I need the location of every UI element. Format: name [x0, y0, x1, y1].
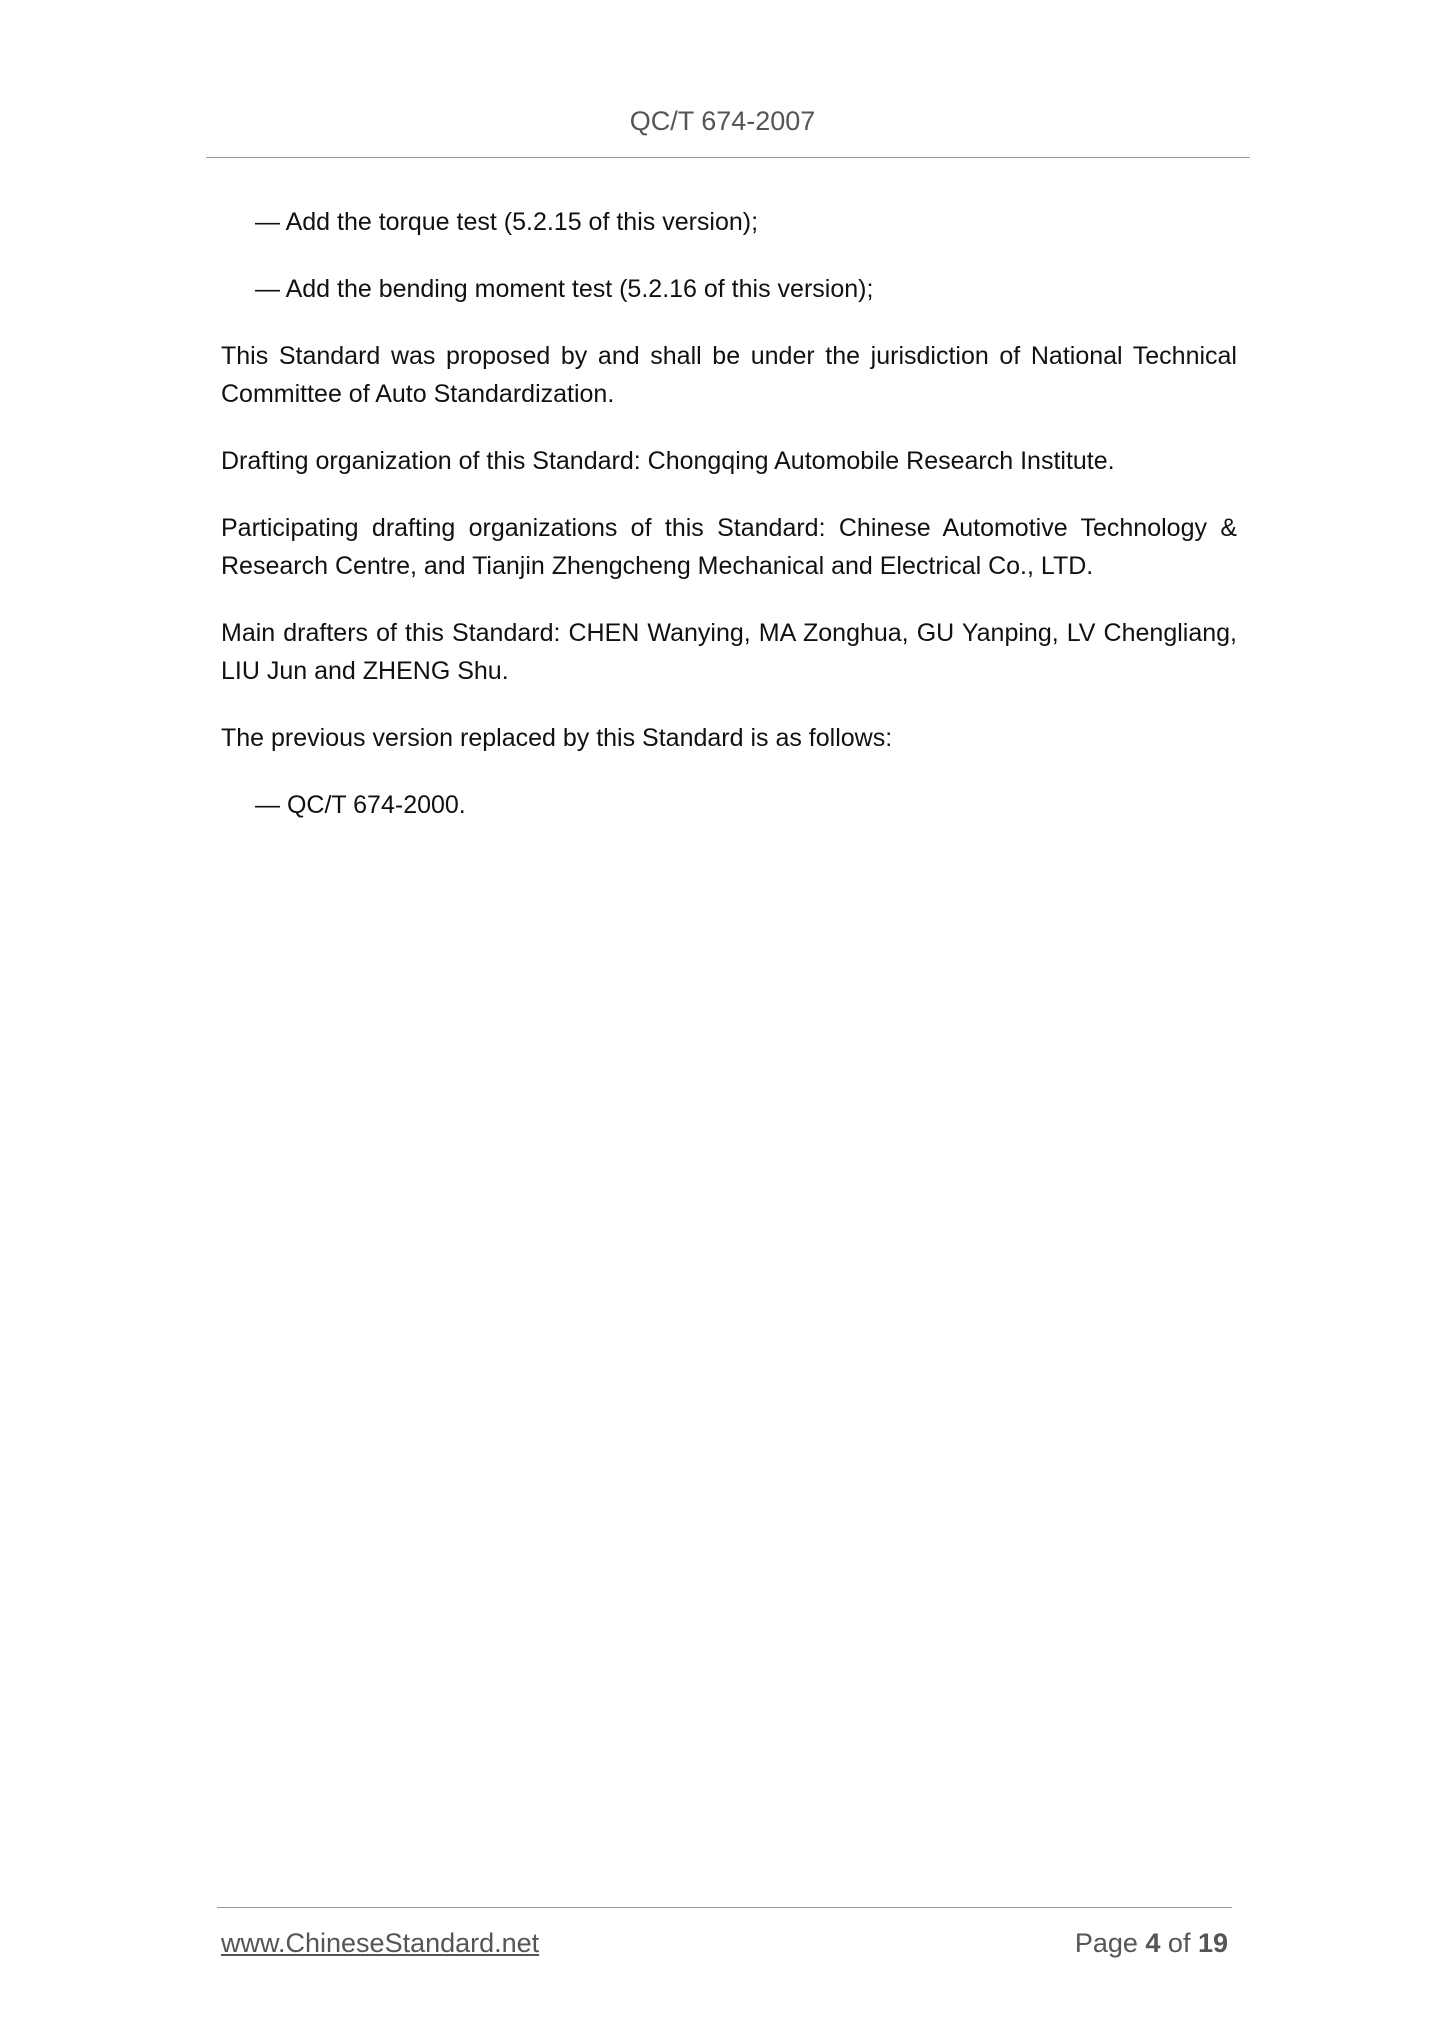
page-of: of	[1160, 1928, 1198, 1958]
website-link[interactable]: www.ChineseStandard.net	[221, 1928, 540, 1958]
proposal-paragraph: This Standard was proposed by and shall be under the jurisdiction of National Technical Committee of Auto Standardization.	[221, 342, 1237, 408]
header-divider	[206, 157, 1250, 158]
previous-version-item: — QC/T 674-2000.	[255, 791, 466, 819]
page-number	[1075, 1926, 1228, 1960]
footer-divider	[217, 1907, 1232, 1908]
drafting-organization-paragraph: Drafting organization of this Standard: Chongqing Automobile Research Institute.	[221, 447, 1115, 475]
document-code-header: QC/T 674-2007	[629, 106, 816, 136]
change-item-torque-test: — Add the torque test (5.2.15 of this version);	[255, 208, 759, 236]
main-drafters-paragraph: Main drafters of this Standard: CHEN Wanying, MA Zonghua, GU Yanping, LV Chengliang, LIU Jun and ZHENG Shu.	[221, 619, 1237, 685]
participating-organizations-paragraph: Participating drafting organizations of this Standard: Chinese Automotive Technology & Research Centre, and Tianjin Zhengcheng Mechanical and Electrical Co., LTD.	[221, 514, 1237, 580]
page-total: 19	[1197, 1928, 1228, 1958]
previous-version-paragraph: The previous version replaced by this Standard is as follows:	[221, 724, 893, 752]
change-item-bending-moment-test: — Add the bending moment test (5.2.16 of this version);	[255, 275, 874, 303]
document-body	[221, 203, 1237, 853]
page-current: 4	[1145, 1928, 1161, 1958]
page-prefix: Page	[1074, 1928, 1146, 1958]
